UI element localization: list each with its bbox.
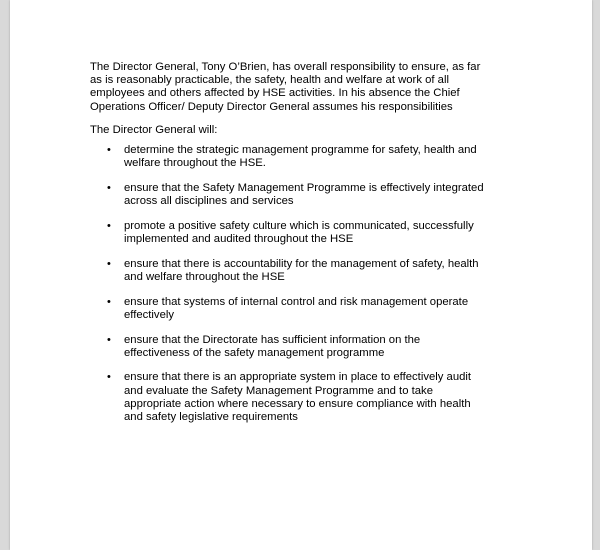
bullet-icon: •: [107, 181, 111, 194]
list-item: [90, 182, 530, 208]
list-item-text: ensure that systems of internal control and risk management operate effectively: [124, 295, 469, 321]
list-item: [90, 296, 530, 322]
bullet-icon: •: [107, 371, 111, 384]
bullet-icon: •: [107, 219, 111, 232]
bullet-icon: •: [107, 295, 111, 308]
bullet-icon: •: [107, 257, 111, 270]
bullet-icon: •: [107, 144, 111, 157]
list-item: [90, 220, 530, 246]
list-item: [90, 334, 530, 360]
list-item-text: promote a positive safety culture which is communicated, successfully implemented and audited throughout the HSE: [124, 219, 474, 246]
document-body: [90, 61, 530, 436]
list-item-text: ensure that there is accountability for the management of safety, health and welfare throughout the HSE: [124, 257, 479, 283]
intro-paragraph: The Director General, Tony O’Brien, has overall responsibility to ensure, as far as is reasonably practicable, the safety, health and welfare at work of all employees and others affected by HSE activities. In his absence the Chief Operations Officer/ Deputy Director General assumes his responsibilities: [90, 61, 481, 113]
list-item: [90, 144, 530, 170]
list-item: [90, 371, 530, 424]
duties-list: [90, 144, 530, 424]
bullet-icon: •: [107, 333, 111, 346]
list-item-text: ensure that there is an appropriate system in place to effectively audit and evaluate the Safety Management Programme and to take appropriate action where necessary to ensure compliance with health and safety legislative requirements: [124, 371, 472, 424]
list-item-text: ensure that the Safety Management Programme is effectively integrated across all disciplines and services: [124, 181, 484, 208]
director-general-will-label: The Director General will:: [90, 123, 218, 136]
list-item: [90, 258, 530, 284]
list-item-text: determine the strategic management programme for safety, health and welfare throughout the HSE.: [124, 144, 477, 170]
document-page: [10, 0, 592, 550]
list-item-text: ensure that the Directorate has sufficient information on the effectiveness of the safety management programme: [124, 333, 421, 359]
